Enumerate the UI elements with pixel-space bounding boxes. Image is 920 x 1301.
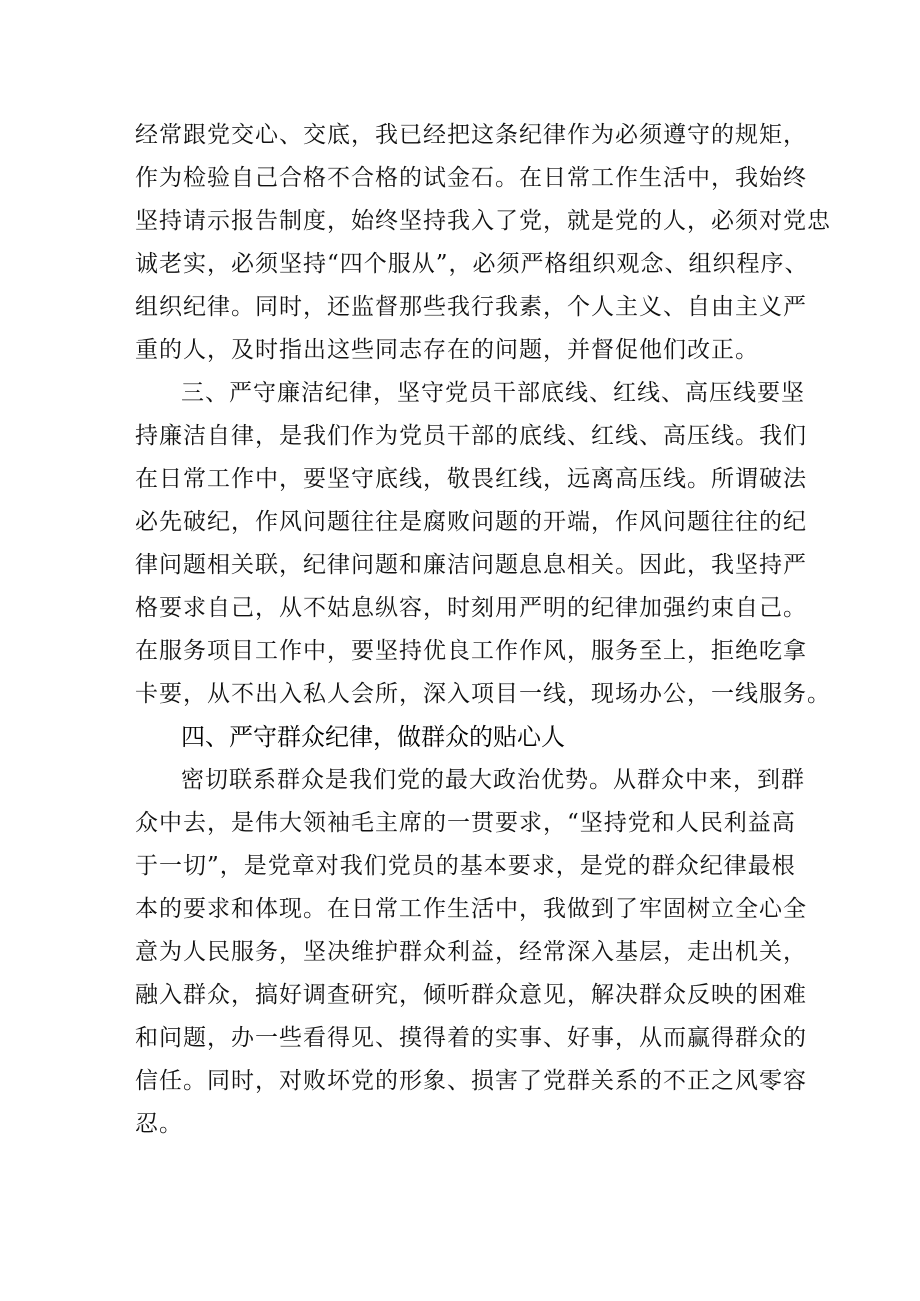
paragraph-line: 持廉洁自律，是我们作为党员干部的底线、红线、高压线。我们 <box>135 423 807 449</box>
document-body <box>135 114 831 1146</box>
paragraph-line: 坚持请示报告制度，始终坚持我入了党，就是党的人，必须对党忠 <box>135 208 831 234</box>
paragraph-line: 重的人，及时指出这些同志存在的问题，并督促他们改正。 <box>135 337 759 363</box>
paragraph-line: 于一切”，是党章对我们党员的基本要求，是党的群众纪律最根 <box>135 853 796 879</box>
paragraph-line: 信任。同时，对败坏党的形象、损害了党群关系的不正之风零容 <box>135 1068 807 1094</box>
paragraph-line: 在服务项目工作中，要坚持优良工作作风，服务至上，拒绝吃拿 <box>135 638 807 664</box>
section-four-first-line: 密切联系群众是我们党的最大政治优势。从群众中来，到群 <box>181 767 805 793</box>
paragraph-line: 本的要求和体现。在日常工作生活中，我做到了牢固树立全心全 <box>135 896 807 922</box>
paragraph-line: 意为人民服务，坚决维护群众利益，经常深入基层，走出机关， <box>135 939 807 965</box>
paragraph-line: 格要求自己，从不姑息纵容，时刻用严明的纪律加强约束自己。 <box>135 595 807 621</box>
paragraph-line: 经常跟党交心、交底，我已经把这条纪律作为必须遵守的规矩， <box>135 122 807 148</box>
paragraph-line: 作为检验自己合格不合格的试金石。在日常工作生活中，我始终 <box>135 165 807 191</box>
section-three-first-line: 三、严守廉洁纪律，坚守党员干部底线、红线、高压线要坚 <box>181 380 805 406</box>
paragraph-line: 诚老实，必须坚持“四个服从”，必须严格组织观念、组织程序、 <box>135 251 809 277</box>
paragraph-line: 卡要，从不出入私人会所，深入项目一线，现场办公，一线服务。 <box>135 681 831 707</box>
paragraph-line: 和问题，办一些看得见、摸得着的实事、好事，从而赢得群众的 <box>135 1025 807 1051</box>
paragraph-line: 众中去，是伟大领袖毛主席的一贯要求，“坚持党和人民利益高 <box>135 810 796 836</box>
paragraph-line: 律问题相关联，纪律问题和廉洁问题息息相关。因此，我坚持严 <box>135 552 807 578</box>
paragraph-line: 融入群众，搞好调查研究，倾听群众意见，解决群众反映的困难 <box>135 982 807 1008</box>
paragraph-line: 在日常工作中，要坚守底线，敬畏红线，远离高压线。所谓破法 <box>135 466 807 492</box>
section-four-heading: 四、严守群众纪律，做群众的贴心人 <box>181 723 565 751</box>
paragraph-line: 忍。 <box>135 1111 183 1137</box>
paragraph-line: 必先破纪，作风问题往往是腐败问题的开端，作风问题往往的纪 <box>135 509 807 535</box>
paragraph-line: 组织纪律。同时，还监督那些我行我素，个人主义、自由主义严 <box>135 294 807 320</box>
